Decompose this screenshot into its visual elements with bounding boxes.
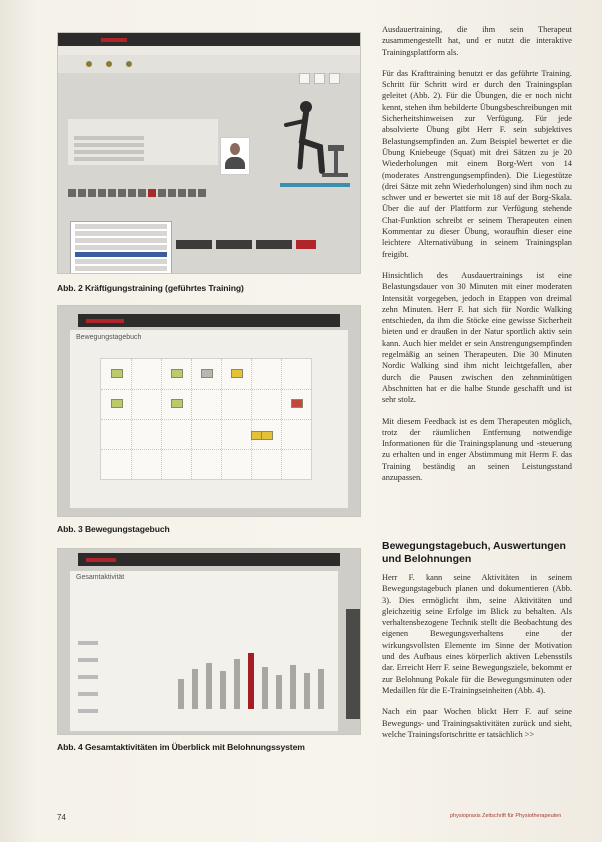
diary-event [261, 431, 273, 440]
figure-overview-screenshot [57, 548, 361, 735]
figure-caption-4: Abb. 4 Gesamtaktivitäten im Überblick mit Belohnungssystem [57, 742, 305, 752]
paragraph: Ausdauertraining, die ihm sein Therapeut zusammengestellt hat, und er nutzt die interaktive Trainingsplattform als. [382, 25, 572, 57]
screenshot-tab [66, 38, 98, 42]
screenshot-nav-bar [58, 33, 360, 46]
activity-list [78, 641, 98, 726]
screenshot-tab-active [101, 38, 127, 42]
diary-event [111, 369, 123, 378]
diary-event [201, 369, 213, 378]
screenshot-tab [216, 38, 256, 42]
text-column-top [382, 24, 572, 493]
progress-dot [86, 61, 92, 67]
screenshot-tab-active [86, 319, 124, 323]
screenshot-tab [173, 38, 213, 42]
overview-panel [70, 571, 338, 731]
screenshot-tab [162, 558, 202, 562]
progress-dot [126, 61, 132, 67]
journal-footer: physiopraxis Zeitschrift für Physiotherapeuten [450, 813, 562, 819]
info-row [74, 157, 144, 161]
diary-event [171, 369, 183, 378]
diary-event [231, 369, 243, 378]
squat-exercise-illustration [278, 95, 353, 190]
diary-event [171, 399, 183, 408]
overview-title: Gesamtaktivität [76, 574, 125, 581]
screenshot-buttons [176, 240, 316, 249]
exercise-info-panel [68, 119, 218, 165]
screenshot-pager [299, 73, 340, 84]
info-icon [329, 73, 340, 84]
paragraph: Herr F. kann seine Aktivitäten in seinem Bewegungstagebuch planen und dokumentieren (Abb. 3). Dies ermöglicht ihm, seine Aktivitäten und gleichzeitig seine Erfolge im Blick zu behalten. Als verhaltensbezogene Technik stellt die Beobachtung des eigenen Bewegungsverhaltens eine der wirkungsvollsten Elemente im Sinne der Motivation und des Aufbaus eines körperlich aktiven Lebensstils dar. Erreicht Herr F. seine Bewegungsziele, bekommt er zur Belohnung Pokale für die Bewegungsminuten oder Medaillen für die E-Trainingseinheiten (Abb. 4). [382, 573, 572, 695]
info-row [74, 136, 144, 140]
figure-diary-screenshot [57, 305, 361, 517]
week-calendar-grid [100, 358, 312, 480]
screenshot-tab [130, 38, 170, 42]
section-heading: Bewegungstagebuch, Auswertungen und Belohnungen [382, 540, 566, 565]
prev-icon [299, 73, 310, 84]
screenshot-tab [127, 319, 165, 323]
screenshot-subnav [58, 46, 360, 55]
figure-caption-3: Abb. 3 Bewegungstagebuch [57, 524, 170, 534]
text-column-bottom [382, 572, 572, 750]
screenshot-tab [119, 558, 159, 562]
screenshot-nav-bar [78, 553, 340, 566]
figure-caption-2: Abb. 2 Kräftigungstraining (geführtes Training) [57, 283, 244, 293]
screenshot-tab-active [86, 558, 116, 562]
progress-dots [58, 55, 360, 73]
paragraph: Für das Krafttraining benutzt er das geführte Training. Schritt für Schritt wird er durch den Trainingsplan geleitet (Abb. 2). Für die Übungen, die er noch nicht kennt, stehen ihm bebilderte Übungsbeschreibungen mit Sicherheitshinweisen zur Verfügung. Für jede absolvierte Übung gibt Herr F. sein subjektives Belastungsempfinden an. Zum Beispiel bewertet er die Übung Kniebeuge (Squat) mit drei Sätzen zu je 20 Wiederholungen mit einem Borg-Wert von 14 (moderates Anstrengungsempfinden). Die Liegestütze (drei Sätze mit zehn Wiederholungen) sind ihm noch zu schwer und er bewertet sie mit 18 auf der Borg-Skala. Über die auf der Plattform zur Verfügung stehende Chat-Funktion schreibt er seinem Therapeuten einen Kommentar zu dieser Übung, woraufhin dieser eine leichtere Alternativübung in seinem Trainingsplan freigibt. [382, 68, 572, 259]
dropdown-list [70, 221, 172, 274]
diary-title: Bewegungstagebuch [76, 334, 142, 341]
diary-event [111, 399, 123, 408]
next-icon [314, 73, 325, 84]
paragraph: Mit diesem Feedback ist es dem Therapeuten möglich, trotz der räumlichen Entfernung notwendige Informationen für die Trainingsplanung und -steuerung zu erhalten und in enger Abstimmung mit Herrn F. das Training beständig an seinen Leistungsstand anzupassen. [382, 416, 572, 482]
paragraph: Hinsichtlich des Ausdauertrainings ist eine Belastungsdauer von 30 Minuten mit einer moderaten Intensität vorgegeben, jedoch in Etappen von dreimal zehn Minuten. Herr F. hat sich für Nordic Walking entschieden, da ihm die Stöcke eine gewisse Sicherheit bieten und er draußen in der Natur sportlich aktiv sein kann. Auch hier meldet er sein Anstrengungsempfinden regelmäßig an seinen Therapeuten. Die 30 Minuten Nordic Walking sind ihm nicht leichtgefallen, aber durch die Pausen zwischen den zehnminütigen Abschnitten hat er die halbe Stunde geschafft und ist sehr stolz. [382, 270, 572, 405]
progress-dot [106, 61, 112, 67]
screenshot-nav-bar [78, 314, 340, 327]
activity-bar-chart [174, 651, 334, 709]
borg-scale-selector [68, 189, 206, 197]
diary-event [291, 399, 303, 408]
paragraph: Nach ein paar Wochen blickt Herr F. auf seine Bewegungs- und Trainingsaktivitäten zurück und sieht, welche Trainingsfortschritte er tatsächlich >> [382, 707, 572, 739]
figure-training-screenshot [57, 32, 361, 274]
page-number: 74 [57, 813, 66, 822]
info-row [74, 150, 144, 154]
therapist-photo [220, 137, 250, 175]
side-banner [346, 609, 360, 719]
info-row [74, 143, 144, 147]
